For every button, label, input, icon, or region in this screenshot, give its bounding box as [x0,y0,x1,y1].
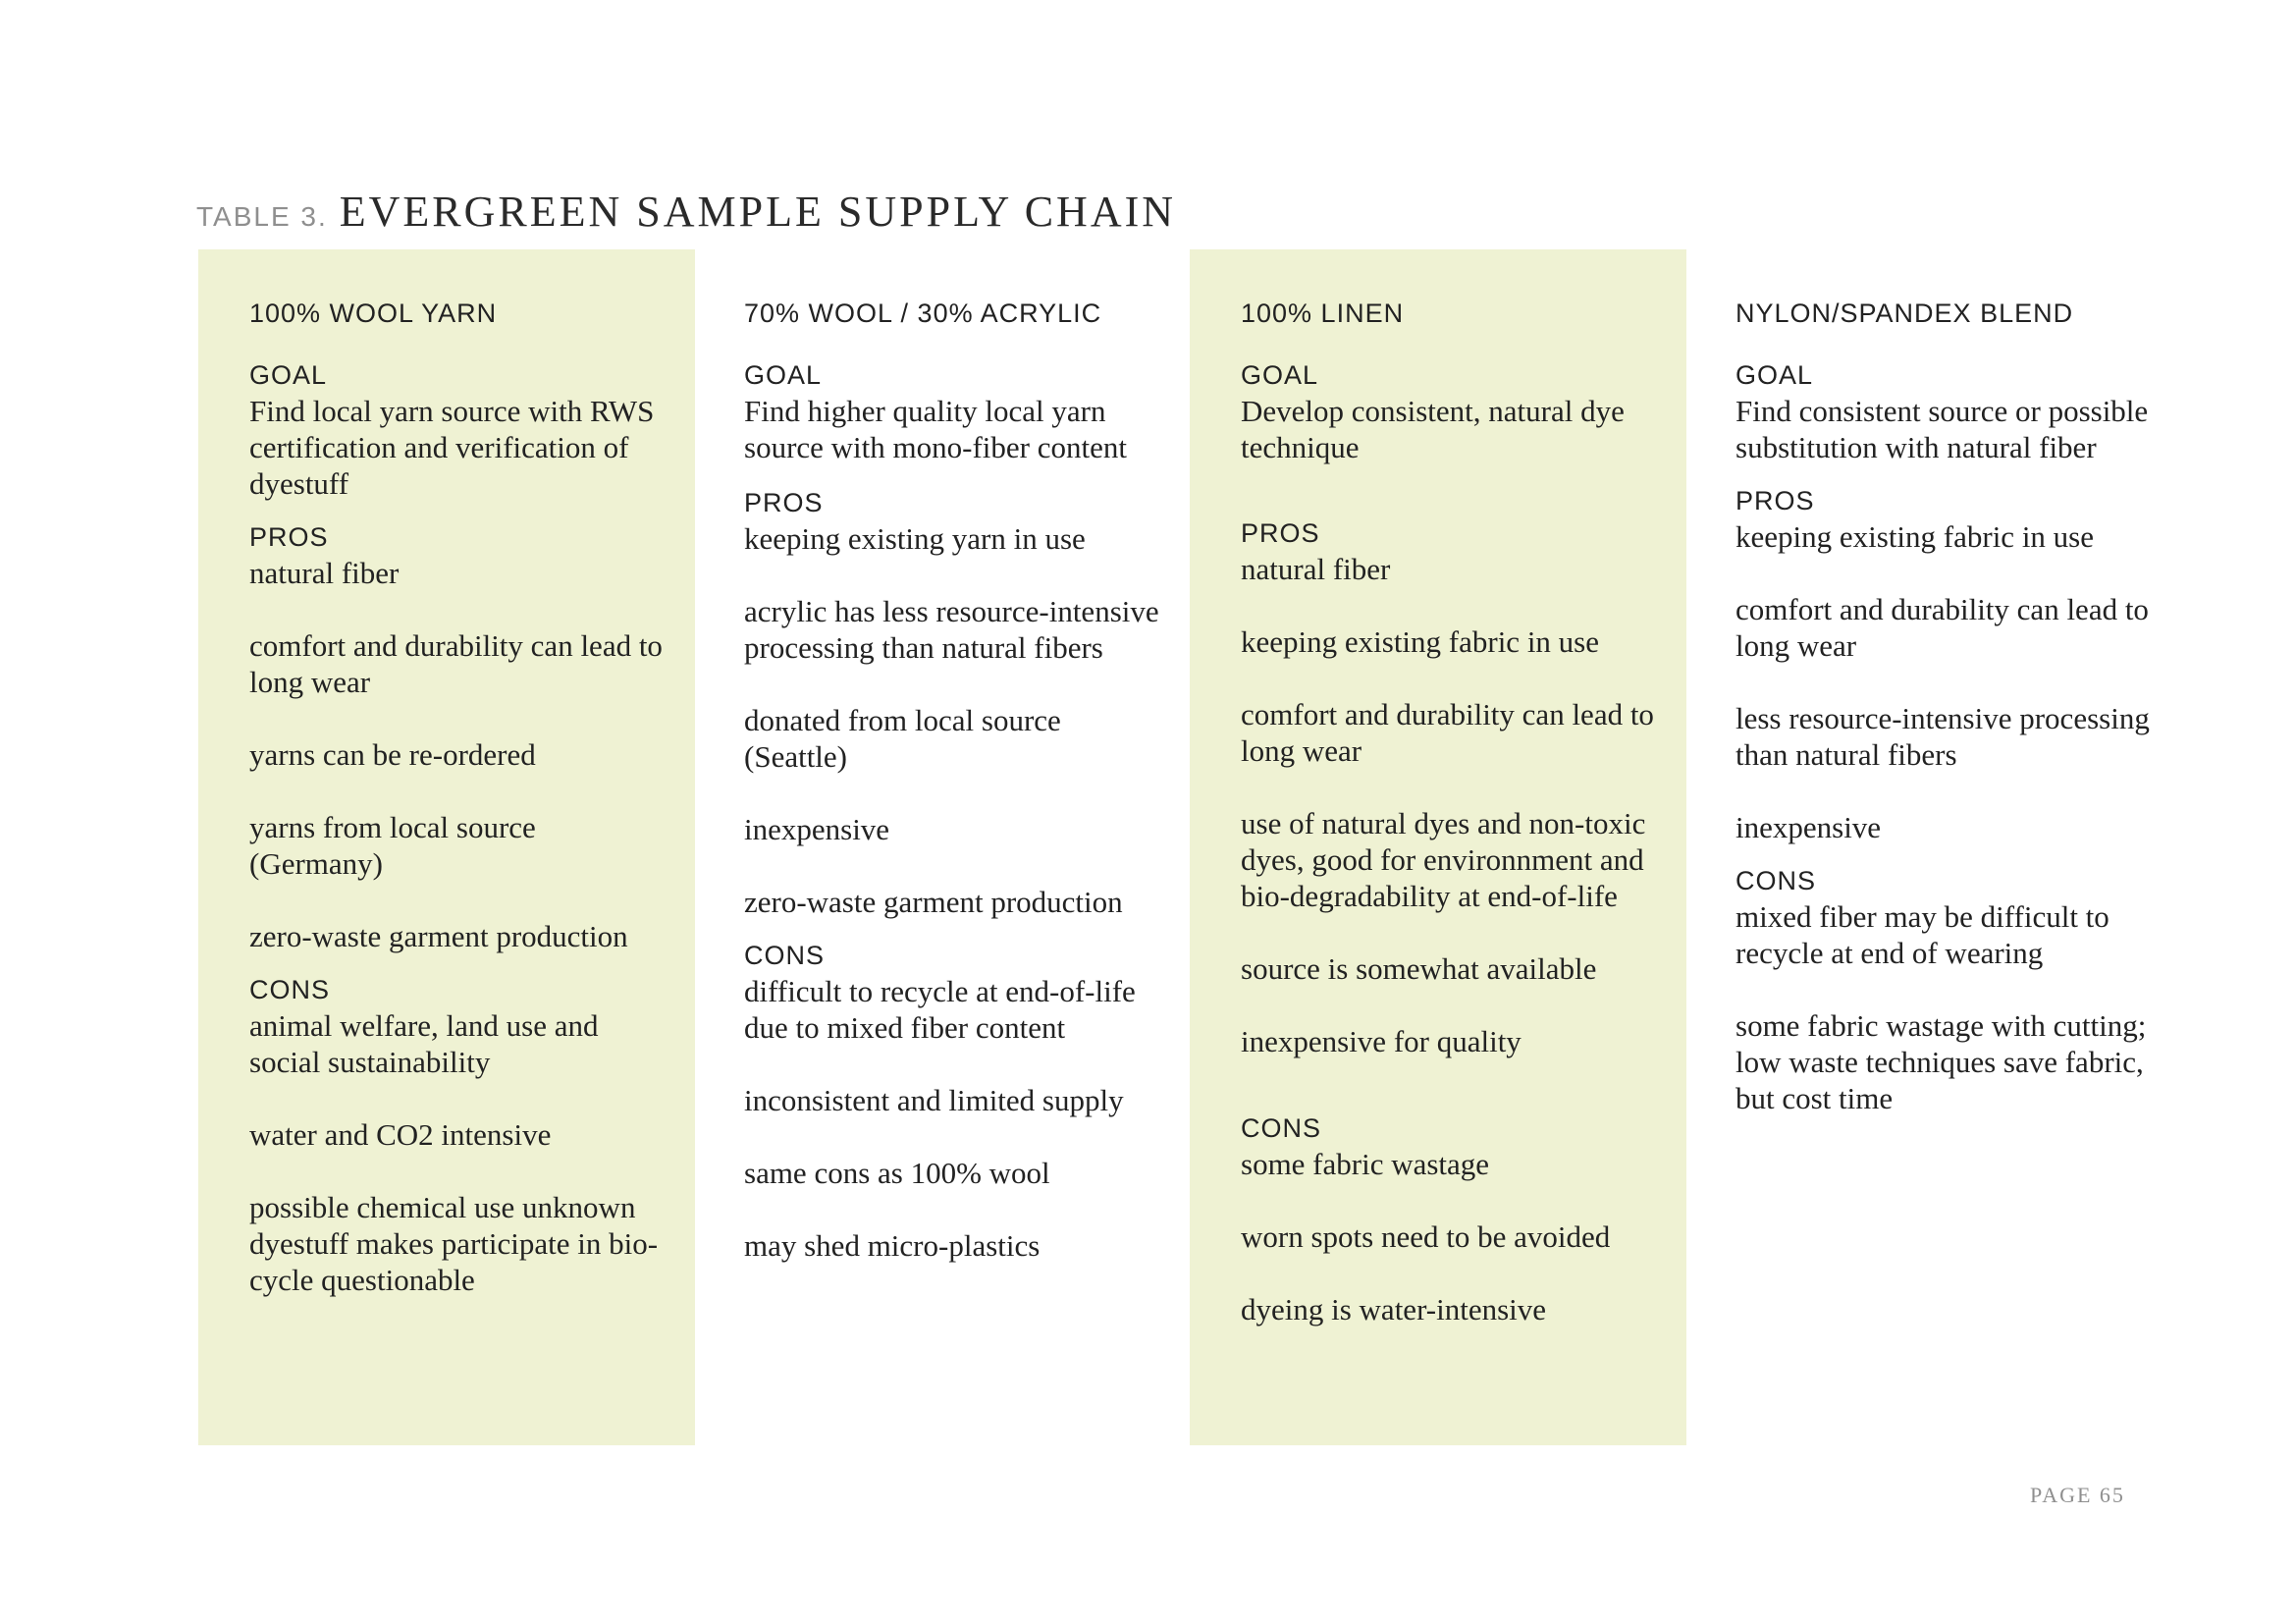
goal-label: GOAL [1241,360,1319,390]
pros-item: inexpensive for quality [1241,1024,1522,1058]
pros-item: keeping existing fabric in use [1735,519,2095,554]
cons-item: possible chemical use unknown dyestuff makes participate in bio-cycle questionable [249,1190,659,1297]
table-number: TABLE 3. [196,201,328,232]
column-heading: 100% LINEN [1241,298,1405,328]
pros-label: PROS [1241,518,1320,548]
column-nylon-spandex [1684,249,2181,1445]
cons-section [249,972,666,1298]
cons-section [1735,863,2152,1116]
page-number: PAGE 65 [2030,1483,2125,1507]
pros-label: PROS [1735,486,1815,515]
pros-item: source is somewhat available [1241,951,1597,986]
goal-text: Find local yarn source with RWS certification and verification of dyestuff [249,394,655,501]
goal-text: Find higher quality local yarn source with mono-fiber content [744,394,1127,464]
pros-label: PROS [744,488,824,517]
cons-item: same cons as 100% wool [744,1156,1050,1190]
pros-section [744,485,1160,920]
cons-item: inconsistent and limited supply [744,1083,1124,1117]
page-title [196,187,1176,237]
goal-label: GOAL [1735,360,1814,390]
table-title: EVERGREEN SAMPLE SUPPLY CHAIN [339,188,1177,236]
pros-item: inexpensive [744,812,890,846]
pros-item: comfort and durability can lead to long wear [1241,697,1654,768]
pros-item: keeping existing yarn in use [744,521,1086,556]
cons-item: mixed fiber may be difficult to recycle at end of wearing [1735,899,2109,970]
cons-label: CONS [1735,866,1817,895]
pros-item: donated from local source (Seattle) [744,703,1061,774]
cons-label: CONS [744,941,826,970]
pros-item: natural fiber [1241,552,1391,586]
pros-item: inexpensive [1735,810,1882,844]
goal-text: Develop consistent, natural dye technique [1241,394,1625,464]
goal-section [744,357,1160,465]
cons-item: some fabric wastage [1241,1147,1490,1181]
pros-item: less resource-intensive processing than natural fibers [1735,701,2150,772]
column-wool-acrylic [693,249,1190,1445]
cons-item: may shed micro-plastics [744,1228,1041,1263]
cons-label: CONS [1241,1113,1322,1143]
pros-item: keeping existing fabric in use [1241,624,1600,659]
pros-section [1735,483,2152,845]
pros-section [249,519,666,954]
cons-item: animal welfare, land use and social sustainability [249,1008,599,1079]
cons-section [1241,1110,1657,1327]
column-heading: NYLON/SPANDEX BLEND [1735,298,2074,328]
pros-item: comfort and durability can lead to long wear [1735,592,2149,663]
goal-label: GOAL [744,360,823,390]
cons-item: worn spots need to be avoided [1241,1219,1611,1254]
pros-item: zero-waste garment production [744,885,1123,919]
column-heading: 70% WOOL / 30% ACRYLIC [744,298,1102,328]
pros-item: comfort and durability can lead to long wear [249,628,663,699]
goal-text: Find consistent source or possible substitution with natural fiber [1735,394,2149,464]
pros-item: yarns from local source (Germany) [249,810,536,881]
goal-section [1241,357,1657,465]
cons-section [744,938,1160,1264]
goal-section [1735,357,2152,465]
pros-item: natural fiber [249,556,400,590]
pros-label: PROS [249,522,329,552]
pros-item: acrylic has less resource-intensive processing than natural fibers [744,594,1159,665]
column-wool-yarn [198,249,695,1445]
goal-label: GOAL [249,360,328,390]
cons-item: some fabric wastage with cutting; low waste techniques save fabric, but cost time [1735,1008,2147,1115]
column-heading: 100% WOOL YARN [249,298,498,328]
pros-item: zero-waste garment production [249,919,628,953]
cons-item: dyeing is water-intensive [1241,1292,1547,1326]
pros-item: yarns can be re-ordered [249,737,536,772]
cons-label: CONS [249,975,331,1004]
goal-section [249,357,666,502]
cons-item: difficult to recycle at end-of-life due to mixed fiber content [744,974,1136,1045]
pros-item: use of natural dyes and non-toxic dyes, good for environnment and bio-degradability at end-of-life [1241,806,1646,913]
pros-section [1241,515,1657,1059]
column-linen [1190,249,1686,1445]
cons-item: water and CO2 intensive [249,1117,552,1152]
